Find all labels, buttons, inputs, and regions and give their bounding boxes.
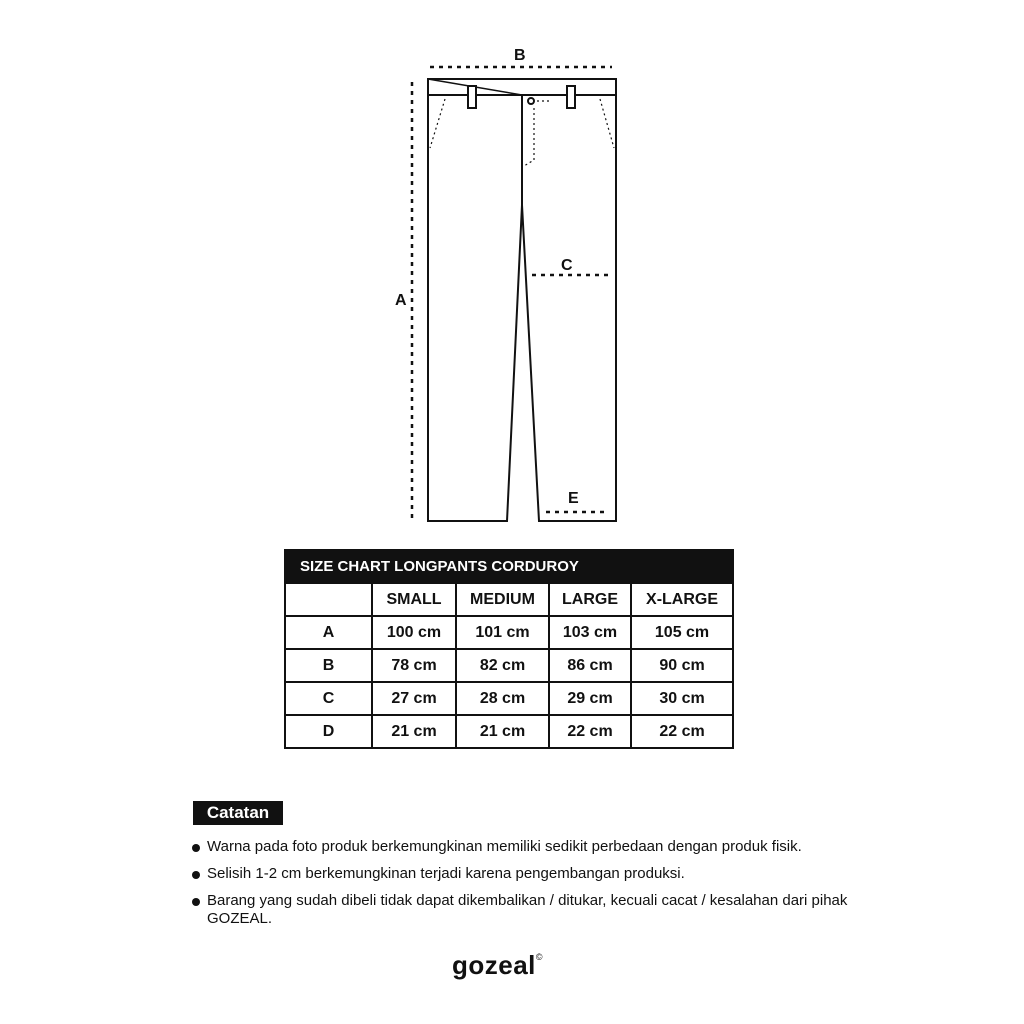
table-cell: 27 cm bbox=[372, 682, 456, 715]
bullet-icon bbox=[192, 871, 200, 879]
row-label: B bbox=[285, 649, 372, 682]
list-item bbox=[188, 865, 848, 883]
brand-mark: © bbox=[535, 952, 544, 962]
note-text: Barang yang sudah dibeli tidak dapat dikembalikan / ditukar, kecuali cacat / kesalahan dari pihak GOZEAL. bbox=[207, 892, 848, 927]
bullet-icon bbox=[192, 844, 200, 852]
size-chart-title: SIZE CHART LONGPANTS CORDUROY bbox=[285, 550, 733, 583]
table-row bbox=[285, 682, 733, 715]
column-header: X-LARGE bbox=[631, 583, 733, 616]
note-text: Warna pada foto produk berkemungkinan memiliki sedikit perbedaan dengan produk fisik. bbox=[207, 838, 802, 855]
table-cell: 30 cm bbox=[631, 682, 733, 715]
dimension-c-label: C bbox=[561, 257, 573, 274]
row-label: D bbox=[285, 715, 372, 748]
table-cell: 22 cm bbox=[631, 715, 733, 748]
size-chart-title-row bbox=[285, 550, 733, 583]
table-row bbox=[285, 616, 733, 649]
list-item bbox=[188, 838, 848, 856]
brand-logo bbox=[452, 950, 543, 981]
column-header: LARGE bbox=[549, 583, 631, 616]
table-cell: 90 cm bbox=[631, 649, 733, 682]
row-label: C bbox=[285, 682, 372, 715]
dimension-a-label: A bbox=[395, 292, 407, 309]
table-cell: 21 cm bbox=[456, 715, 549, 748]
note-text: Selisih 1-2 cm berkemungkinan terjadi karena pengembangan produksi. bbox=[207, 865, 685, 882]
column-header: MEDIUM bbox=[456, 583, 549, 616]
size-chart-table bbox=[284, 549, 734, 749]
table-cell: 100 cm bbox=[372, 616, 456, 649]
notes-list bbox=[188, 838, 848, 937]
column-header: SMALL bbox=[372, 583, 456, 616]
table-cell: 21 cm bbox=[372, 715, 456, 748]
table-cell: 105 cm bbox=[631, 616, 733, 649]
bullet-icon bbox=[192, 898, 200, 906]
dimension-e-label: E bbox=[568, 490, 579, 507]
table-row bbox=[285, 715, 733, 748]
table-cell: 28 cm bbox=[456, 682, 549, 715]
dimension-b-label: B bbox=[514, 47, 526, 64]
table-cell: 22 cm bbox=[549, 715, 631, 748]
table-cell: 103 cm bbox=[549, 616, 631, 649]
table-cell: 78 cm bbox=[372, 649, 456, 682]
row-label: A bbox=[285, 616, 372, 649]
size-chart-header-row bbox=[285, 583, 733, 616]
column-header bbox=[285, 583, 372, 616]
brand-name: gozeal bbox=[452, 950, 536, 980]
table-cell: 86 cm bbox=[549, 649, 631, 682]
table-row bbox=[285, 649, 733, 682]
table-cell: 29 cm bbox=[549, 682, 631, 715]
table-cell: 101 cm bbox=[456, 616, 549, 649]
notes-title: Catatan bbox=[193, 801, 283, 825]
list-item bbox=[188, 892, 848, 928]
table-cell: 82 cm bbox=[456, 649, 549, 682]
